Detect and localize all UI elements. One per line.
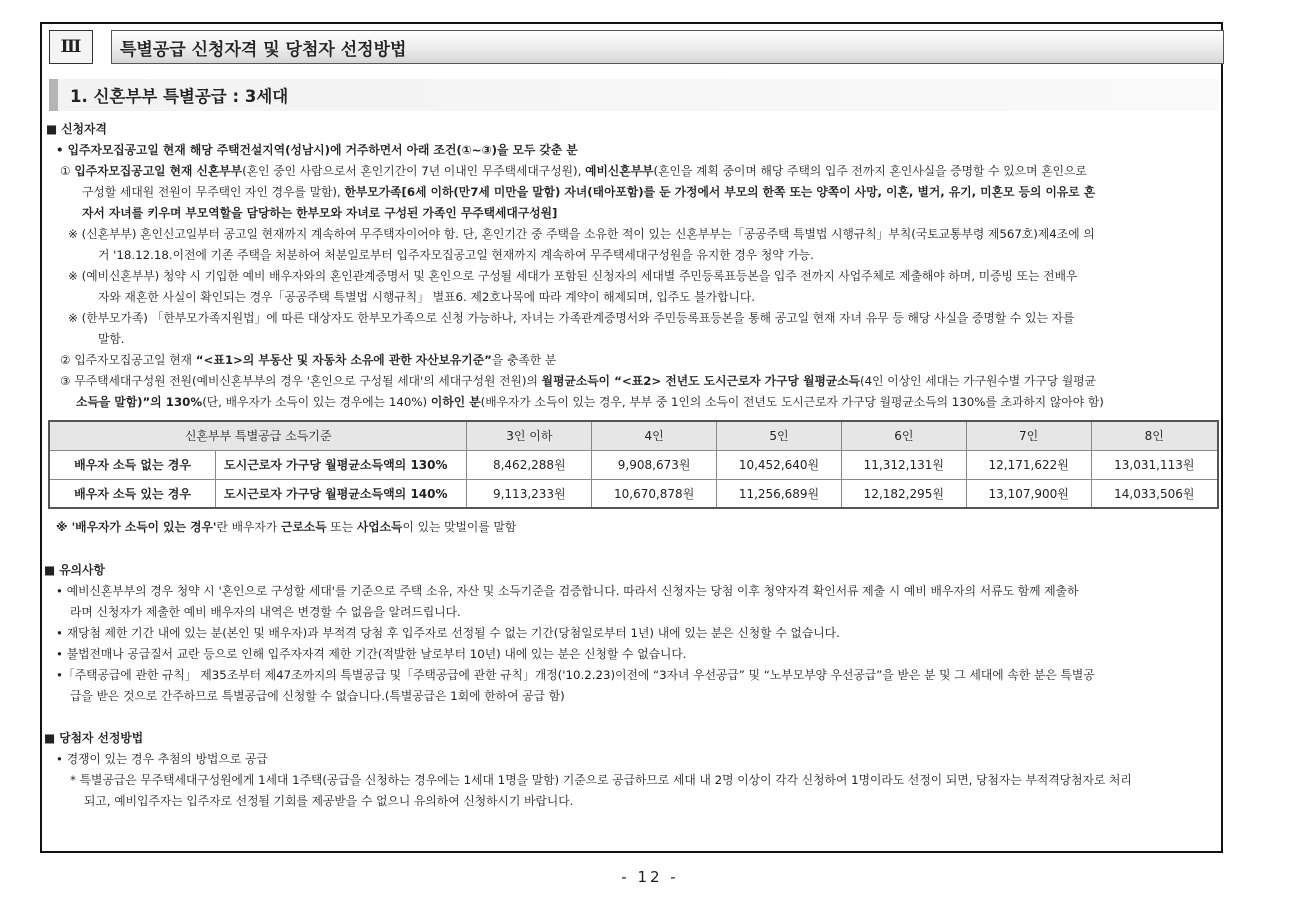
table-cell: 9,113,233원 <box>467 479 592 508</box>
note-single-parent-line2: 말함. <box>98 332 125 346</box>
section-header <box>49 30 1219 64</box>
table-column-header: 4인 <box>592 421 717 450</box>
caution-item: • 재당첨 제한 기간 내에 있는 분(본인 및 배우자)과 부적격 당첨 후 입주자로 선정될 수 없는 기간(당첨일로부터 1년) 내에 있는 분은 신청할 수 없습니다. <box>56 626 840 640</box>
table-header-label: 신혼부부 특별공급 소득기준 <box>49 421 467 450</box>
selection-item: • 경쟁이 있는 경우 추첨의 방법으로 공급 <box>56 752 268 766</box>
qualification-intro: • 입주자모집공고일 현재 해당 주택건설지역(성남시)에 거주하면서 아래 조건(①~③)을 모두 갖춘 분 <box>56 143 578 157</box>
table-column-header: 3인 이하 <box>467 421 592 450</box>
qualification-heading: ■ 신청자격 <box>46 122 107 136</box>
table-column-header: 8인 <box>1091 421 1218 450</box>
condition-1-line3: 자서 자녀를 키우며 부모역할을 담당하는 한부모와 자녀로 구성된 가족인 무주택세대구성원] <box>82 206 558 220</box>
selection-heading: ■ 당첨자 선정방법 <box>44 731 144 745</box>
caution-item-line2: 급을 받은 것으로 간주하므로 특별공급에 신청할 수 없습니다.(특별공급은 1회에 한하여 공급 함) <box>70 689 565 703</box>
condition-2: ② 입주자모집공고일 현재 “<표1>의 부동산 및 자동차 소유에 관한 자산보유기준”을 충족한 분 <box>60 353 557 367</box>
table-cell: 14,033,506원 <box>1091 479 1218 508</box>
condition-3-line2: 소득을 말함)”의 130%(단, 배우자가 소득이 있는 경우에는 140%) 이하인 분(배우자가 소득이 있는 경우, 부부 중 1인의 소득이 전년도 도시근로자 가구당 월평균소득의 130%를 초과하지 않아야 함) <box>76 395 1104 409</box>
caution-item: •「주택공급에 관한 규칙」 제35조부터 제47조까지의 특별공급 및「주택공급에 관한 규칙」개정('10.2.23)이전에 “3자녀 우선공급” 및 “노부모부양 우선공급”을 받은 분 및 그 세대에 속한 분은 특별공 <box>56 668 1095 682</box>
note-newlyweds-line2: 거 '18.12.18.이전에 기존 주택을 처분하여 처분일로부터 입주자모집공고일 현재까지 계속하여 무주택세대구성원을 유지한 경우 청약 가능. <box>98 248 815 262</box>
row-standard: 도시근로자 가구당 월평균소득액의 130% <box>216 450 467 479</box>
condition-3: ③ 무주택세대구성원 전원(예비신혼부부의 경우 '혼인으로 구성될 세대'의 세대구성원 전원)의 월평균소득이 “<표2> 전년도 도시근로자 가구당 월평균소득(4인 이상인 세대는 가구원수별 가구당 월평균 <box>60 374 1097 388</box>
table-cell: 12,171,622원 <box>966 450 1091 479</box>
page-number: - 12 - <box>621 868 679 886</box>
caution-item: • 불법전매나 공급질서 교란 등으로 인해 입주자자격 제한 기간(적발한 날로부터 10년) 내에 있는 분은 신청할 수 없습니다. <box>56 647 687 661</box>
caution-item-line2: 라며 신청자가 제출한 예비 배우자의 내역은 변경할 수 없음을 알려드립니다. <box>70 605 461 619</box>
row-standard: 도시근로자 가구당 월평균소득액의 140% <box>216 479 467 508</box>
condition-1-line2: 구성할 세대원 전원이 무주택인 자인 경우를 말함), 한부모가족[6세 이하(만7세 미만을 말함) 자녀(태아포함)를 둔 가정에서 부모의 한쪽 또는 양쪽이 사망, 이혼, 별거, 유기, 미혼모 등의 이유로 혼 <box>82 185 1096 199</box>
caution-item: • 예비신혼부부의 경우 청약 시 '혼인으로 구성할 세대'를 기준으로 주택 소유, 자산 및 소득기준을 검증합니다. 따라서 신청자는 당첨 이후 청약자격 확인서류 제출 시 예비 배우자의 서류도 함께 제출하 <box>56 584 1079 598</box>
note-prospective: ※ (예비신혼부부) 청약 시 기입한 예비 배우자와의 혼인관계증명서 및 혼인으로 구성될 세대가 포함된 신청자의 세대별 주민등록표등본을 입주 전까지 사업주체로 제출해야 하며, 미증빙 또는 전배우 <box>68 269 1078 283</box>
table-row <box>49 479 1218 508</box>
selection-note: * 특별공급은 무주택세대구성원에게 1세대 1주택(공급을 신청하는 경우에는 1세대 1명을 말함) 기준으로 공급하므로 세대 내 2명 이상이 각각 신청하여 1명이라도 선정이 되면, 당첨자는 부적격당첨자로 처리 <box>70 773 1132 787</box>
table-header-row <box>49 421 1218 450</box>
selection-note-line2: 되고, 예비입주자는 입주자로 선정될 기회를 제공받을 수 없으니 유의하여 신청하시기 바랍니다. <box>84 794 574 808</box>
table-cell: 10,670,878원 <box>592 479 717 508</box>
row-label: 배우자 소득 있는 경우 <box>49 479 216 508</box>
section-number: Ⅲ <box>49 30 93 64</box>
table-note: ※ '배우자가 소득이 있는 경우'란 배우자가 근로소득 또는 사업소득이 있는 맞벌이를 말함 <box>56 520 517 534</box>
table-cell: 10,452,640원 <box>717 450 842 479</box>
row-label: 배우자 소득 없는 경우 <box>49 450 216 479</box>
note-newlyweds: ※ (신혼부부) 혼인신고일부터 공고일 현재까지 계속하여 무주택자이어야 함. 단, 혼인기간 중 주택을 소유한 적이 있는 신혼부부는「공공주택 특별법 시행규칙」부칙(국토교통부령 제567호)제4조에 의 <box>68 227 1095 241</box>
table-cell: 11,256,689원 <box>717 479 842 508</box>
cautions-heading: ■ 유의사항 <box>44 563 105 577</box>
table-column-header: 5인 <box>717 421 842 450</box>
table-cell: 9,908,673원 <box>592 450 717 479</box>
table-cell: 8,462,288원 <box>467 450 592 479</box>
table-row <box>49 450 1218 479</box>
section-title: 특별공급 신청자격 및 당첨자 선정방법 <box>111 30 1224 64</box>
condition-1: ① 입주자모집공고일 현재 신혼부부(혼인 중인 사람으로서 혼인기간이 7년 이내인 무주택세대구성원), 예비신혼부부(혼인을 계획 중이며 해당 주택의 입주 전까지 혼인사실을 증명할 수 있으며 혼인으로 <box>60 164 1087 178</box>
table-column-header: 6인 <box>841 421 966 450</box>
table-cell: 12,182,295원 <box>841 479 966 508</box>
document-frame <box>40 22 1223 853</box>
subsection-title: 1. 신혼부부 특별공급 : 3세대 <box>49 79 1219 111</box>
table-column-header: 7인 <box>966 421 1091 450</box>
table-cell: 13,031,113원 <box>1091 450 1218 479</box>
income-standard-table <box>48 420 1219 509</box>
note-single-parent: ※ (한부모가족) 「한부모가족지원법」에 따른 대상자도 한부모가족으로 신청 가능하나, 자녀는 가족관계증명서와 주민등록표등본을 통해 공고일 현재 자녀 유무 등 해당 사실을 증명할 수 있는 자를 <box>68 311 1075 325</box>
table-cell: 11,312,131원 <box>841 450 966 479</box>
note-prospective-line2: 자와 재혼한 사실이 확인되는 경우「공공주택 특별법 시행규칙」 별표6. 제2호나목에 따라 계약이 해제되며, 입주도 불가합니다. <box>98 290 756 304</box>
table-cell: 13,107,900원 <box>966 479 1091 508</box>
